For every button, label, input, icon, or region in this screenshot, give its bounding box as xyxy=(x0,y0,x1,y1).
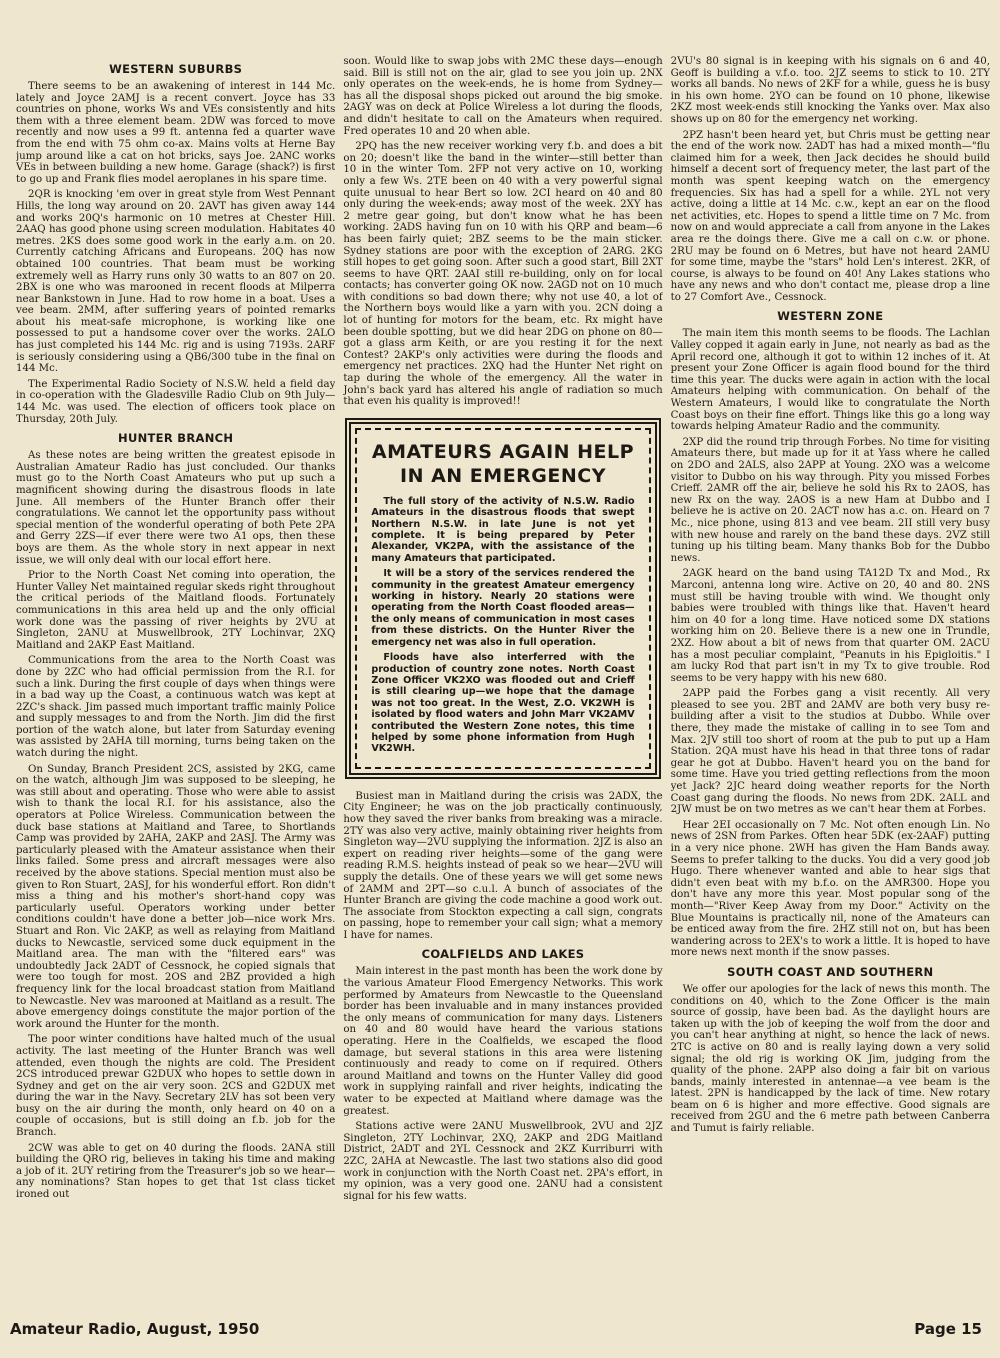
paragraph: 2VU's 80 signal is in keeping with his signals on 6 and 40, Geoff is building a v.f.o. too. 2JZ seems to stick to 10. 2TY works all bands. No news of 2KF for a while, guess he is busy in his own home. 2YO can be found on 10 phone, likewise 2KZ most week-ends still knocking the Yanks over. Max also shows up on 80 for the emergency net working. xyxy=(670,56,990,125)
notice-title xyxy=(371,440,634,488)
column-2 xyxy=(343,56,662,1318)
paragraph: soon. Would like to swap jobs with 2MC these days—enough said. Bill is still not on the air, glad to see you join up. 2NX only operates on the week-ends, he is home from Sydney—has all the disposal shops picked out around the big smoke. 2AGY was on deck at Police Wireless a lot during the floods, and didn't hesitate to call on the Amateurs when required. Fred operates 10 and 20 when able. xyxy=(343,56,663,137)
notice-paragraph: Floods have also interferred with the production of country zone notes. North Coast Zone Officer VK2XO was flooded out and Crieff is still clearing up—we hope that the damage was not too great. In the West, Z.O. VK2WH is isolated by flood waters and John Marr VK2AMV contributed the Western Zone notes, this time helped by some phone information from Hugh VK2WH. xyxy=(371,652,635,755)
notice-paragraph: It will be a story of the services rendered the community in the greatest Amateur emergency working in history. Nearly 20 stations were operating from the North Coast flooded areas—the only means of communication in most cases from these districts. On the Hunter River the emergency net was also in full operation. xyxy=(371,568,635,648)
paragraph: Prior to the North Coast Net coming into operation, the Hunter Valley Net maintained regular skeds right throughout the critical periods of the Maitland floods. Fortunately communications in this area held up and the only official work done was the passing of river heights by 2VU at Singleton, 2ANU at Muswellbrook, 2TY Lochinvar, 2XQ Maitland and 2AKP East Maitland. xyxy=(16,570,336,651)
section-heading: COALFIELDS AND LAKES xyxy=(421,947,585,962)
paragraph: As these notes are being written the greatest episode in Australian Amateur Radio has just concluded. Our thanks must go to the North Coast Amateurs who put up such a magnificent showing during the disastrous floods in late June. All members of the Hunter Branch offer their congratulations. We cannot let the opportunity pass without special mention of the wonderful operating of both Pete 2PA and Gerry 2ZS—if ever there were two A1 ops, then these boys are them. As the whole story in next appear in next issue, we will only deal with our local effort here. xyxy=(16,450,336,566)
paragraph: Hear 2EI occasionally on 7 Mc. Not often enough Lin. No news of 2SN from Parkes. Often hear 5DK (ex-2AAF) putting in a very nice phone. 2WH has given the Ham Bands away. Seems to prefer talking to the ducks. You did a very good job Hugo. There whenever wanted and able to hear sigs that didn't even beat with my b.f.o. on the AMR300. Hope you don't have any more this year. Most popular song of the month—"River Keep Away from my Door." Activity on the Blue Mountains is practically nil, none of the Amateurs can be enticed away from the fire. 2HZ still not on, but has been wandering across to 2EX's to work a little. It is hoped to have more news next month if the snow passes. xyxy=(670,819,990,959)
paragraph: On Sunday, Branch President 2CS, assisted by 2KG, came on the watch, although Jim was supposed to be sleeping, he was still about and operating. Those who were able to assist wish to thank the local R.I. for his assistance, also the operators at Police Wireless. Communication between the duck base stations at Maitland and Taree, to Shortlands Camp was provided by 2AHA, 2AKP and 2ASJ. The Army was particularly pleased with the Amateur assistance when their links failed. Some press and aircraft messages were also received by the above stations. Special mention must also be given to Ron Stuart, 2ASJ, for his wonderful effort. Ron didn't miss a thing and his mother's short-hand copy was particularly useful. Operators working under better conditions couldn't have done a better job—nice work Mrs. Stuart and Ron. Vic 2AKP, as well as relaying from Maitland ducks to Newcastle, serviced some duck equipment in the Maitland area. The man with the "filtered ears" was undoubtedly Jack 2ADT of Cessnock, he copied signals that were too tough for most. 2OS and 2BZ provided a high frequency link for the local broadcast station from Maitland to Newcastle. Nev was marooned at Maitland as a result. The above emergency doings constitute the major portion of the work around the Hunter for the month. xyxy=(16,763,336,1030)
columns xyxy=(16,56,990,1318)
paragraph: Stations active were 2ANU Muswellbrook, 2VU and 2JZ Singleton, 2TY Lochinvar, 2XQ, 2AKP and 2DG Maitland District, 2ADT and 2YL Cessnock and 2KZ Kurriburri with 2ZC, 2AHA at Newcastle. The last two stations also did good work in conjunction with the North Coast net. 2PA's effort, in my opinion, was a very good one. 2ANU had a consistent signal for his few watts. xyxy=(343,1121,663,1202)
section-heading: SOUTH COAST AND SOUTHERN xyxy=(727,964,934,979)
notice-title-line-2: IN AN EMERGENCY xyxy=(400,464,606,487)
paragraph: Communications from the area to the North Coast was done by 2ZC who had official permission from the R.I. for such a link. During the first couple of days when things were in a bad way up the Coast, a continuous watch was kept at 2ZC's shack. Jim passed much important traffic mainly Police and supply messages to and from the North. Jim did the first portion of the watch alone, but later from Saturday evening was assisted by 2AHA till morning, turns being taken on the watch during the night. xyxy=(16,655,336,760)
column-1 xyxy=(16,56,335,1318)
paragraph: 2APP paid the Forbes gang a visit recently. All very pleased to see you. 2BT and 2AMV are both very busy re-building after a visit to the studios at Dubbo. While over there, they made the mistake of calling in to see Tom and Max. 2JV still too short of room at the pub to put up a Ham Station. 2QA must have his head in that three tons of radar gear he got at Dubbo. Haven't heard you on the band for some time. Have you tried getting reflections from the moon yet Jack? 2JC heard doing weather reports for the North Coast gang during the floods. No news from 2DK. 2ALL and 2JW must be on two metres as we can't hear them at Forbes. xyxy=(670,688,990,816)
paragraph: Main interest in the past month has been the work done by the various Amateur Flood Emergency Networks. This work performed by Amateurs from Newcastle to the Queensland border has been invaluable and in many instances provided the only means of communication for many days. Listeners on 40 and 80 would have heard the various stations operating. Here in the Coalfields, we escaped the flood damage, but several stations in this area were listening continuously and ready to come on if required. Others around Maitland and towns on the Hunter Valley did good work in supplying rainfall and river heights, indicating the water to be expected at Maitland where damage was the greatest. xyxy=(343,966,663,1117)
column-3 xyxy=(671,56,990,1318)
emergency-notice-box xyxy=(345,418,660,779)
paragraph: We offer our apologies for the lack of news this month. The conditions on 40, which to the Zone Officer is the main source of gossip, have been bad. As the daylight hours are taken up with the job of keeping the wolf from the door and you can't hear anything at night, so hence the lack of news. 2TC is active on 80 and is really laying down a very solid signal; the old rig is working OK Jim, judging from the quality of the phone. 2APP also doing a fair bit on various bands, mainly interested in antennae—a vee beam is the latest. 2PN is handicapped by the lack of time. New rotary beam on 6 is higher and more effective. Good signals are received from 2GU and the 6 metre path between Canberra and Tumut is fairly reliable. xyxy=(670,983,990,1135)
paragraph: Busiest man in Maitland during the crisis was 2ADX, the City Engineer; he was on the job practically continuously, how they saved the river banks from breaking was a miracle. 2TY was also very active, mainly obtaining river heights from Singleton way—2VU supplying the information. 2JZ is also an expert on reading river heights—some of the gang were reading R.M.S. heights instead of peak so we hear—2VU will supply the details. One of these years we will get some news of 2AMM and 2PT—so c.u.l. A bunch of associates of the Hunter Branch are giving the code machine a good work out. The associate from Stockton expecting a call sign, congrats on passing, hope to remember your call sign; what a memory I have for names. xyxy=(343,790,663,941)
section-heading: WESTERN ZONE xyxy=(777,309,884,324)
paragraph: 2QR is knocking 'em over in great style from West Pennant Hills, the long way around on 20. 2AVT has given away 144 and works 20Q's harmonic on 10 metres at Chester Hill. 2AAQ has good phone using screen modulation. Habitates 40 metres. 2KS does some good work in the early a.m. on 20. Currently catching Africans and Europeans. 20Q has now obtained 100 countries. That beam must be working extremely well as Harry runs only 30 watts to an 807 on 20. 2BX is one who was marooned in recent floods at Milperra near Bankstown in June. Had to row home in a boat. Uses a vee beam. 2MM, after suffering years of pointed remarks about his meat-safe microphone, is working like one possessed to put a handsome cover over the works. 2ALO has just completed his 144 Mc. rig and is using 7193s. 2ARF is seriously considering using a QB6/300 tube in the final on 144 Mc. xyxy=(16,189,336,375)
paragraph: 2XP did the round trip through Forbes. No time for visiting Amateurs there, but made up for it at Yass where he called on 2DO and 2ALS, also 2APP at Young. 2XO was a welcome visitor to Dubbo on his way through. Pity you missed Forbes Crieff. 2AMR off the air, believe he sold his Rx to 2AOS, has new Rx on the way. 2AOS is a new Ham at Dubbo and I believe he is active on 20. 2ACT now has a.c. on. Heard on 7 Mc., nice phone, using 813 and vee beam. 2II still very busy with new house and rarely on the band these days. 2VZ still tuning up his tilting beam. Many thanks Bob for the Dubbo news. xyxy=(670,436,990,564)
notice-paragraph: The full story of the activity of N.S.W. Radio Amateurs in the disastrous floods that swept Northern N.S.W. in late June is not yet complete. It is being prepared by Peter Alexander, VK2PA, with the assistance of the many Amateurs that participated. xyxy=(371,495,635,564)
paragraph: 2PQ has the new receiver working very f.b. and does a bit on 20; doesn't like the band in the winter—still better than 10 in the winter Tom. 2FP not very active on 10, working only a few Ws. 2TE been on 40 with a very powerful signal quite unusual to hear Bert so low. 2CI heard on 40 and 80 only during the week-ends; away most of the week. 2XY has 2 metre gear going, but don't know what he has been working. 2ADS having fun on 10 with his QRP and beam—6 has been fairly quiet; 2BZ seems to be the main sticker. Sydney stations are poor with the exception of 2ARG. 2KG still hopes to get going soon. After such a good start, Bill 2XT seems to have QRT. 2AAI still re-building, only on for local contacts; has converter going OK now. 2AGD not on 10 much with conditions so bad down there; why not use 40, a lot of the Northern boys would like a yarn with you. 2CN doing a lot of hunting for motors for the beam, etc. Rx might have been double spotting, but we did hear 2DG on phone on 80—got a glass arm Keith, or are you resting it for the next Contest? 2AKP's only activities were during the floods and emergency net practices. 2XQ had the Hunter Net right on tap during the whole of the emergency. All the water in John's back yard has altered his angle of radiation so much that even his quality is improved!! xyxy=(343,141,663,408)
paragraph: The Experimental Radio Society of N.S.W. held a field day in co-operation with the Gladesville Radio Club on 9th July—144 Mc. was used. The election of officers took place on Thursday, 20th July. xyxy=(16,378,336,425)
paragraph: The main item this month seems to be floods. The Lachlan Valley copped it again early in June, not nearly as bad as the April record one, although it got to within 12 inches of it. At present your Zone Officer is again flood bound for the third time this year. The ducks were again in action with the local Amateurs helping with communication. On behalf of the Western Amateurs, I would like to congratulate the North Coast boys on their fine effort. Things like this go a long way towards helping Amateur Radio and the community. xyxy=(670,328,990,433)
notice-title-line-1: AMATEURS AGAIN HELP xyxy=(371,440,635,463)
paragraph: 2PZ hasn't been heard yet, but Chris must be getting near the end of the work now. 2ADT has had a mixed month—"flu claimed him for a week, then Jack decides he should build himself a decent sort of frequency meter, the last part of the month was spent keeping watch on the emergency frequencies. Six has had a spell for a while. 2YL not very active, doing a little at 14 Mc. c.w., kept an ear on the flood net activities, etc. Hopes to spend a little time on 7 Mc. from now on and would appreciate a call from anyone in the Lakes area re the doings there. Give me a call on c.w. or phone. 2RU may be found on 6 Metres, but have not heard 2AMU for some time, maybe the "stars" hold Len's interest. 2KR, of course, is always to be found on 40! Any Lakes stations who have any news and who don't contact me, please drop a line to 27 Comfort Ave., Cessnock. xyxy=(670,129,990,303)
publication-line: Amateur Radio, August, 1950 xyxy=(10,1320,260,1338)
paragraph: There seems to be an awakening of interest in 144 Mc. lately and Joyce 2AMJ is a recent convert. Joyce has 33 countries on phone, works Ws and VEs consistently and hits them with a three element beam. 2DW was forced to move recently and now uses a 99 ft. antenna fed a quarter wave from the end with 75 ohm co-ax. Mains volts at Herne Bay jump around like a cat on hot bricks, says Joe. 2ANC works VEs in between building a new home. Garage (shack?) is first to go up and Frank flies model aeroplanes in his spare time. xyxy=(16,81,336,185)
paragraph: 2AGK heard on the band using TA12D Tx and Mod., Rx Marconi, antenna long wire. Active on 20, 40 and 80. 2NS must still be having trouble with wind. We thought only babies were troubled with things like that. Haven't heard him on 40 for a long time. Have noticed some DX stations working him on 20. Believe there is a new one in Trundle, 2XZ. How about a bit of news from that quarter OM. 2ACU has a most peculiar complaint, "Peanuts in his Epigloitis." I am lucky Rod that part isn't in my Tx to give trouble. Rod seems to be very happy with his new 680. xyxy=(670,568,990,684)
page-footer xyxy=(10,1320,982,1338)
paragraph: 2CW was able to get on 40 during the floods. 2ANA still building the QRO rig, believes in taking his time and making a job of it. 2UY retiring from the Treasurer's job so we hear—any nominations? Stan hopes to get that 1st class ticket ironed out xyxy=(16,1142,336,1201)
paragraph: The poor winter conditions have halted much of the usual activity. The last meeting of the Hunter Branch was well attended, even though the nights are cold. The President 2CS introduced prewar G2DUX who hopes to settle down in Sydney and get on the air very soon. 2CS and G2DUX met during the war in the Navy. Secretary 2LV has sot been very busy on the air during the month, only heard on 40 on a couple of occasions, but is still doing an f.b. job for the Branch. xyxy=(16,1034,336,1139)
section-heading: WESTERN SUBURBS xyxy=(109,62,243,76)
page-number: Page 15 xyxy=(914,1320,982,1338)
section-heading: HUNTER BRANCH xyxy=(118,431,234,446)
